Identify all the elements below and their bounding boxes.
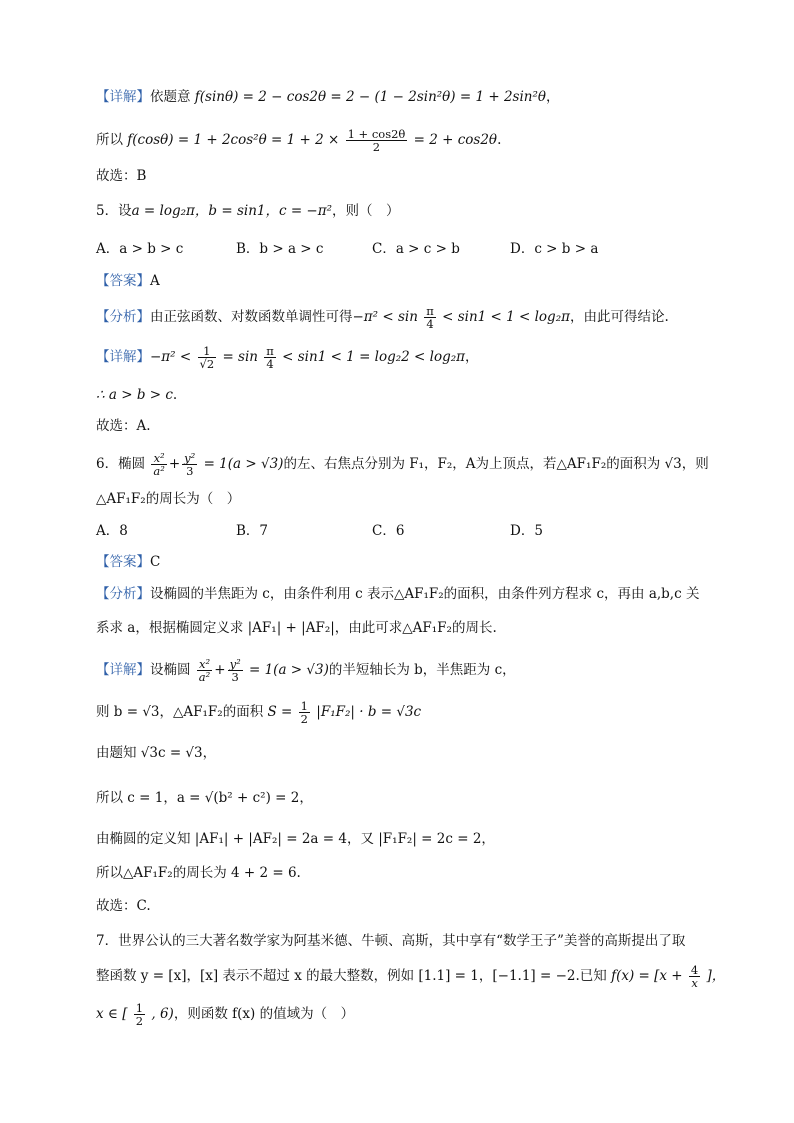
question-6: 6．椭圆 $\frac{\text{x²}}{\text{a²}}$ + $\frac{\text{y²}}{3}$ = 1(a > √3)的左、右焦点分别为 F₁，F₂，A为上顶点，若△AF₁F₂的面积为 √3，则 [96,451,709,478]
detail-line-4: 所以 c = 1，a = √(b² + c²) = 2， [96,790,313,806]
analysis-line: 【分析】由正弦函数、对数函数单调性可得−π² < sin $\frac{\pi}{4}$ < sin1 < 1 < log₂π，由此可得结论. [96,304,669,331]
answer-line: 【答案】C [96,554,161,570]
detail-line-5: 由椭圆的定义知 |AF₁| + |AF₂| = 2a = 4，又 |F₁F₂| = 2c = 2， [96,831,495,847]
fraction: $\frac{1 + \cos 2\theta}{2}$ [347,127,406,154]
conclusion-line: ∴ a > b > c. [96,387,178,403]
option-c: C．6 [372,523,405,539]
question-7-cont-2: x ∈ [ $\frac{1}{2}$ , 6)，则函数 f(x) 的值域为（ ） [96,1001,355,1028]
option-c: C．a > c > b [372,241,460,257]
answer-line: 【答案】A [96,273,160,289]
answer-choice-line: 故选：C. [96,898,151,914]
section-tag: 【详解】 [96,662,150,678]
detail-line-2: 则 b = √3，△AF₁F₂的面积 S = $\frac{1}{2}$ |F₁F₂| · b = √3c [96,699,422,726]
section-tag: 【详解】 [96,349,150,365]
answer-choice-line: 故选：B [96,168,147,184]
section-tag: 【详解】 [96,89,150,105]
detail-line: 【详解】设椭圆 $\frac{\text{x²}}{\text{a²}}$ + $\frac{\text{y²}}{3}$ = 1(a > √3)的半短轴长为 b，半焦距为 c， [96,657,516,684]
solution-line-2: 所以 f(cosθ) = 1 + 2cos²θ = 1 + 2 × $\frac{1 + \cos 2\theta}{2}$ = 2 + cos2θ. [96,127,502,154]
detail-line: 【详解】−π² < $\frac{1}{√2}$ = sin $\frac{\pi}{4}$ < sin1 < 1 = log₂2 < log₂π， [96,344,479,371]
answer-choice-line: 故选：A. [96,418,151,434]
solution-line-1: 【详解】依题意 f(sinθ) = 2 − cos2θ = 2 − (1 − 2sin²θ) = 1 + 2sin²θ， [96,89,560,105]
option-a: A．a > b > c [96,241,184,257]
analysis-line-2: 系求 a，根据椭圆定义求 |AF₁| + |AF₂|，由此可求△AF₁F₂的周长. [96,620,497,636]
option-b: B．7 [236,523,269,539]
section-tag: 【分析】 [96,586,150,602]
section-tag: 【分析】 [96,309,150,325]
detail-line-3: 由题知 √3c = √3， [96,745,217,761]
question-7: 7．世界公认的三大著名数学家为阿基米德、牛顿、高斯，其中享有“数学王子”美誉的高斯提出了取 [96,933,686,949]
option-a: A．8 [96,523,128,539]
section-tag: 【答案】 [96,554,150,570]
question-7-cont: 整函数 y = [x]，[x] 表示不超过 x 的最大整数，例如 [1.1] = 1，[−1.1] = −2.已知 f(x) = [x + $\frac{4}{x}$ ]， [96,963,726,990]
section-tag: 【答案】 [96,273,150,289]
option-b: B．b > a > c [236,241,324,257]
option-d: D．c > b > a [510,241,599,257]
analysis-line: 【分析】设椭圆的半焦距为 c，由条件利用 c 表示△AF₁F₂的面积，由条件列方程求 c，再由 a,b,c 关 [96,586,700,602]
question-6-cont: △AF₁F₂的周长为（ ） [96,491,241,507]
question-5: 5．设a = log₂π，b = sin1，c = −π²，则（ ） [96,203,400,219]
option-d: D．5 [510,523,543,539]
detail-line-6: 所以△AF₁F₂的周长为 4 + 2 = 6. [96,865,301,881]
